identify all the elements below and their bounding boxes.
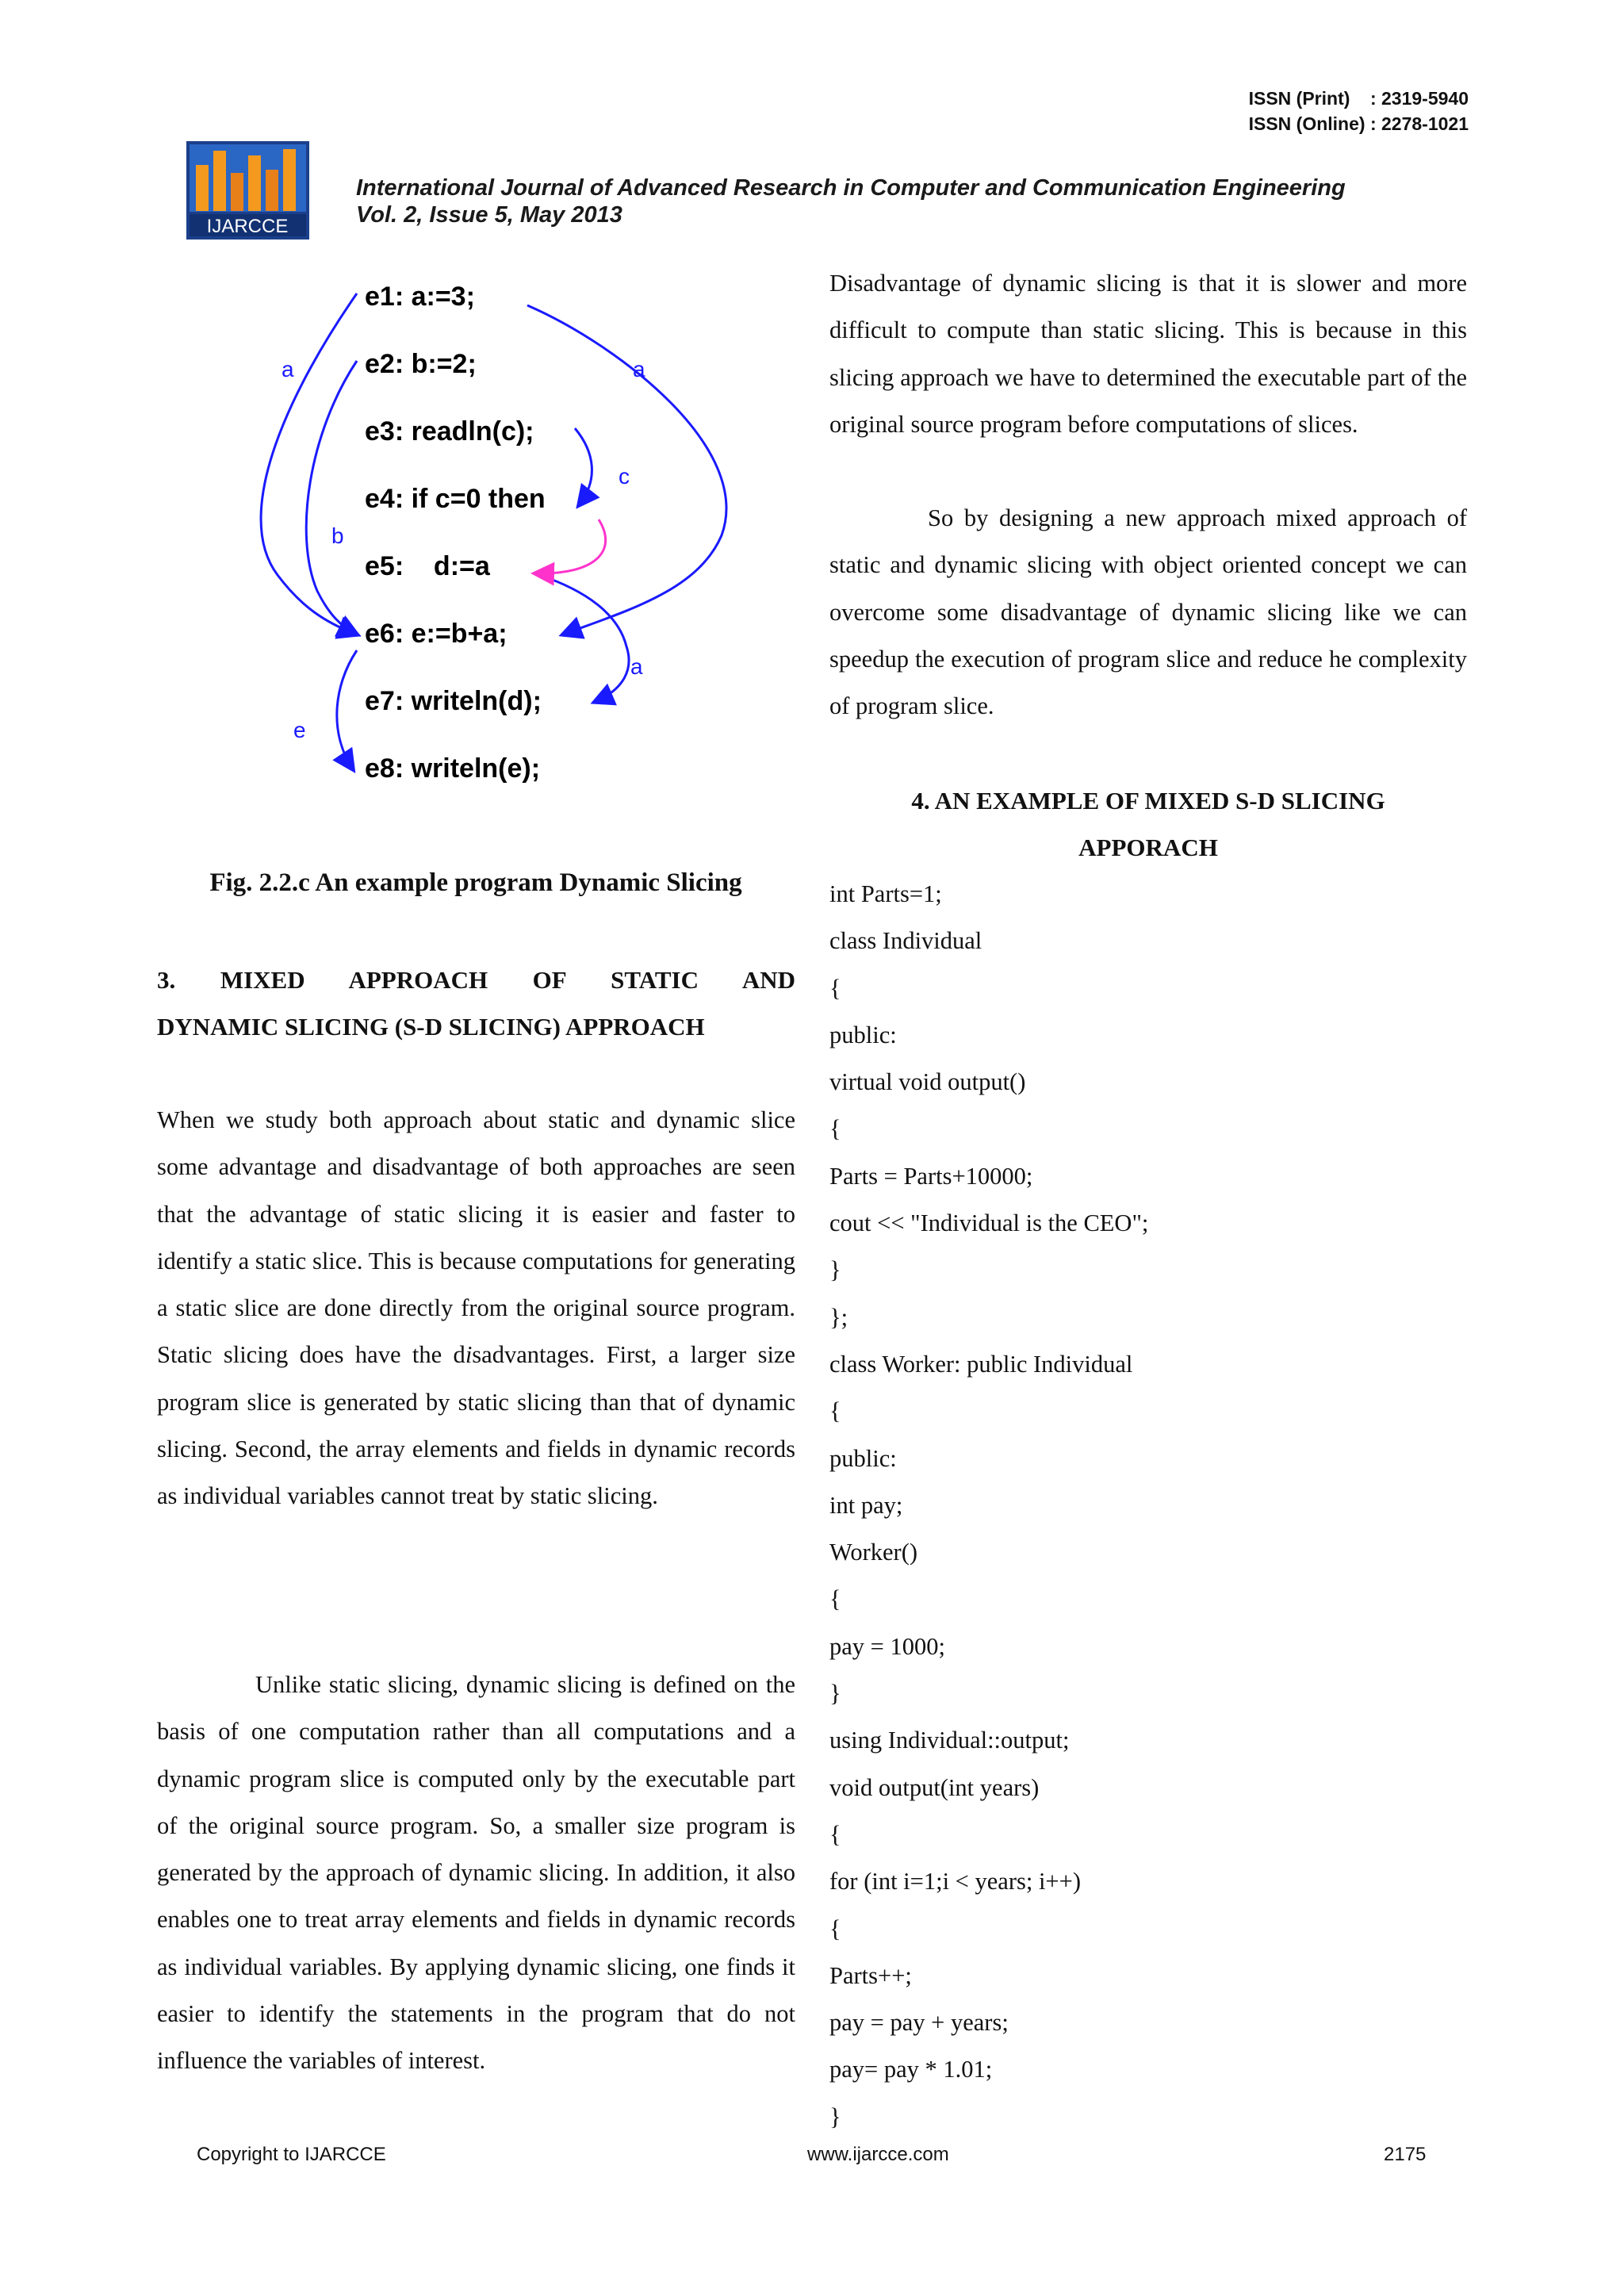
edge-a-e1-e6 xyxy=(261,293,357,634)
code-line: { xyxy=(829,1915,841,1942)
code-line: } xyxy=(829,1256,841,1284)
ijarcce-logo xyxy=(186,141,309,240)
section4-heading-line1: 4. AN EXAMPLE OF MIXED S-D SLICING xyxy=(911,787,1385,815)
figure-caption: Fig. 2.2.c An example program Dynamic Slicing xyxy=(209,868,742,897)
code-line: public: xyxy=(829,1021,897,1048)
code-line: Worker() xyxy=(829,1539,918,1566)
code-line: pay= pay * 1.01; xyxy=(829,2056,993,2083)
edge-label-b: b xyxy=(331,523,344,548)
left-paragraph-1: When we study both approach about static and dynamic slice some advantage and disadvantage of both approaches are seen that the advantage of static slicing it is easier and faster to identify a static slice. This is because computations for generating a static slice are done directly from the original source program. Static slicing does have the disadvantages. First, a larger size program slice is generated by static slicing than that of dynamic slicing. Second, the array elements and fields in dynamic records as individual variables cannot treat by static slicing. xyxy=(157,1106,795,1510)
code-line: } xyxy=(829,2102,841,2130)
code-line: void output(int years) xyxy=(829,1773,1040,1801)
code-line: }; xyxy=(829,1303,848,1331)
logo-text: IJARCCE xyxy=(206,216,289,237)
stmt-e5: e5: d:=a xyxy=(365,551,490,581)
right-paragraph-2: So by designing a new approach mixed approach of static and dynamic slicing with object oriented concept we can overcome some disadvantage of dynamic slicing like we can speedup the execution of program slice and reduce he complexity of program slice. xyxy=(829,504,1467,720)
edge-label-e: e xyxy=(293,718,306,742)
footer-page-number: 2175 xyxy=(1384,2144,1427,2165)
code-line: Parts++; xyxy=(829,1961,912,1989)
code-line: public: xyxy=(829,1444,897,1472)
edge-label-a2: a xyxy=(633,357,645,381)
left-paragraph-2: Unlike static slicing, dynamic slicing is defined on the basis of one computation rather than all computations and a dynamic program slice is computed only by the executable part of the original source program. So, a smaller size program is generated by the approach of dynamic slicing. In addition, it also enables one to treat array elements and fields in dynamic records as individual variables. By applying dynamic slicing, one finds it easier to identify the statements in the program that do not influence the variables of interest. xyxy=(157,1671,795,2075)
code-line: pay = pay + years; xyxy=(829,2009,1009,2037)
code-line: { xyxy=(829,1820,841,1848)
stmt-e8: e8: writeln(e); xyxy=(365,753,541,784)
edge-c-e3-e4 xyxy=(575,428,592,505)
code-line: Parts = Parts+10000; xyxy=(829,1162,1033,1190)
code-line: { xyxy=(829,1585,841,1613)
edge-label-a3: a xyxy=(630,654,643,679)
code-line: cout << "Individual is the CEO"; xyxy=(829,1209,1149,1237)
right-paragraph-1: Disadvantage of dynamic slicing is that it is slower and more difficult to compute than static slicing. This is because in this slicing approach we have to determined the executable part of the original source program before computations of slices. xyxy=(829,270,1467,438)
edge-label-a1: a xyxy=(282,357,294,381)
footer-website: www.ijarcce.com xyxy=(807,2144,949,2165)
journal-volume: Vol. 2, Issue 5, May 2013 xyxy=(356,202,622,228)
code-line: } xyxy=(829,1680,841,1708)
stmt-e3: e3: readln(c); xyxy=(365,416,534,447)
edge-b-e2-e6 xyxy=(306,361,357,634)
code-listing xyxy=(829,871,1467,2141)
edge-a-e5-e7 xyxy=(539,575,629,702)
section3-heading-line2: DYNAMIC SLICING (S-D SLICING) APPROACH xyxy=(157,1013,705,1041)
dynamic-slicing-figure xyxy=(246,274,761,813)
code-line: pay = 1000; xyxy=(829,1632,945,1660)
edge-label-c: c xyxy=(619,464,630,489)
journal-title: International Journal of Advanced Research in Computer and Communication Engineering xyxy=(356,175,1346,201)
stmt-e4: e4: if c=0 then xyxy=(365,484,546,514)
code-line: int pay; xyxy=(829,1491,903,1519)
stmt-e2: e2: b:=2; xyxy=(365,349,477,379)
issn-online: ISSN (Online) : 2278-1021 xyxy=(1248,113,1469,134)
code-line: for (int i=1;i < years; i++) xyxy=(829,1868,1081,1895)
footer-copyright: Copyright to IJARCCE xyxy=(197,2144,386,2165)
section3-heading-line1: 3. MIXED APPROACH OF STATIC AND xyxy=(157,966,795,994)
code-line: int Parts=1; xyxy=(829,880,942,907)
code-line: class Worker: public Individual xyxy=(829,1350,1133,1378)
section4-heading-line2: APPORACH xyxy=(1078,834,1218,861)
stmt-e1: e1: a:=3; xyxy=(365,282,475,312)
code-line: { xyxy=(829,1115,841,1143)
code-line: { xyxy=(829,1397,841,1425)
edge-control-e4-e5 xyxy=(535,519,606,573)
issn-print: ISSN (Print) : 2319-5940 xyxy=(1248,88,1469,109)
code-line: class Individual xyxy=(829,927,982,955)
code-line: virtual void output() xyxy=(829,1068,1026,1096)
edge-e-e6-e8 xyxy=(337,650,357,769)
stmt-e6: e6: e:=b+a; xyxy=(365,619,508,649)
code-line: using Individual::output; xyxy=(829,1727,1070,1754)
code-line: { xyxy=(829,974,841,1002)
stmt-e7: e7: writeln(d); xyxy=(365,686,542,716)
